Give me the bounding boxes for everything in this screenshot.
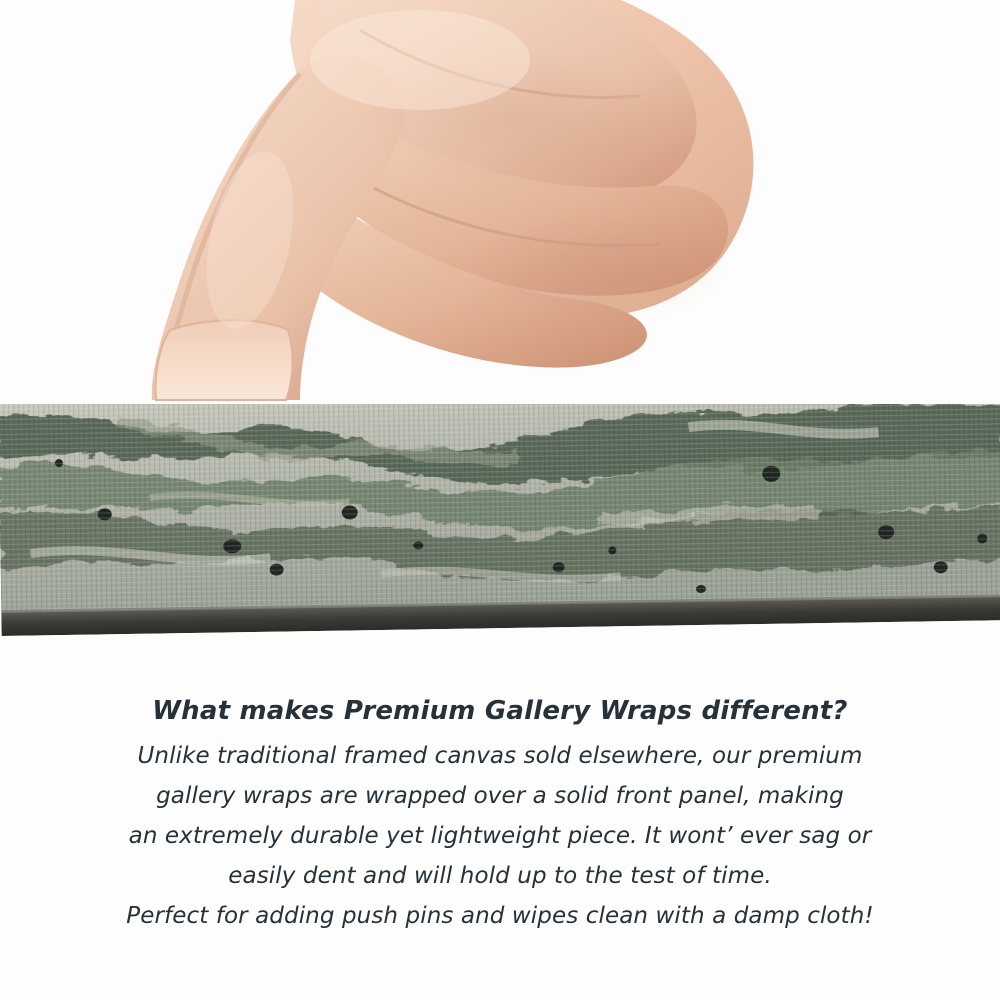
caption-line-4: easily dent and will hold up to the test of time. <box>228 863 772 889</box>
canvas-edge-photo-region <box>0 404 1000 636</box>
caption-block <box>0 690 1000 936</box>
caption-heading: What makes Premium Gallery Wraps different? <box>152 696 848 726</box>
caption-line-5: Perfect for adding push pins and wipes clean with a damp cloth! <box>126 903 874 929</box>
hand-highlight <box>310 10 530 110</box>
caption-line-2: gallery wraps are wrapped over a solid front panel, making <box>156 783 844 809</box>
hand-shadow-blob-2 <box>470 215 730 325</box>
hand-illustration <box>0 0 1000 410</box>
caption-line-1: Unlike traditional framed canvas sold elsewhere, our premium <box>137 743 863 769</box>
hand-photo-region <box>0 0 1000 410</box>
caption-line-3: an extremely durable yet lightweight piece. It wont’ ever sag or <box>128 823 872 849</box>
canvas-grain <box>0 404 1000 618</box>
canvas-edge-illustration <box>0 404 1000 636</box>
fingernail <box>156 320 293 400</box>
